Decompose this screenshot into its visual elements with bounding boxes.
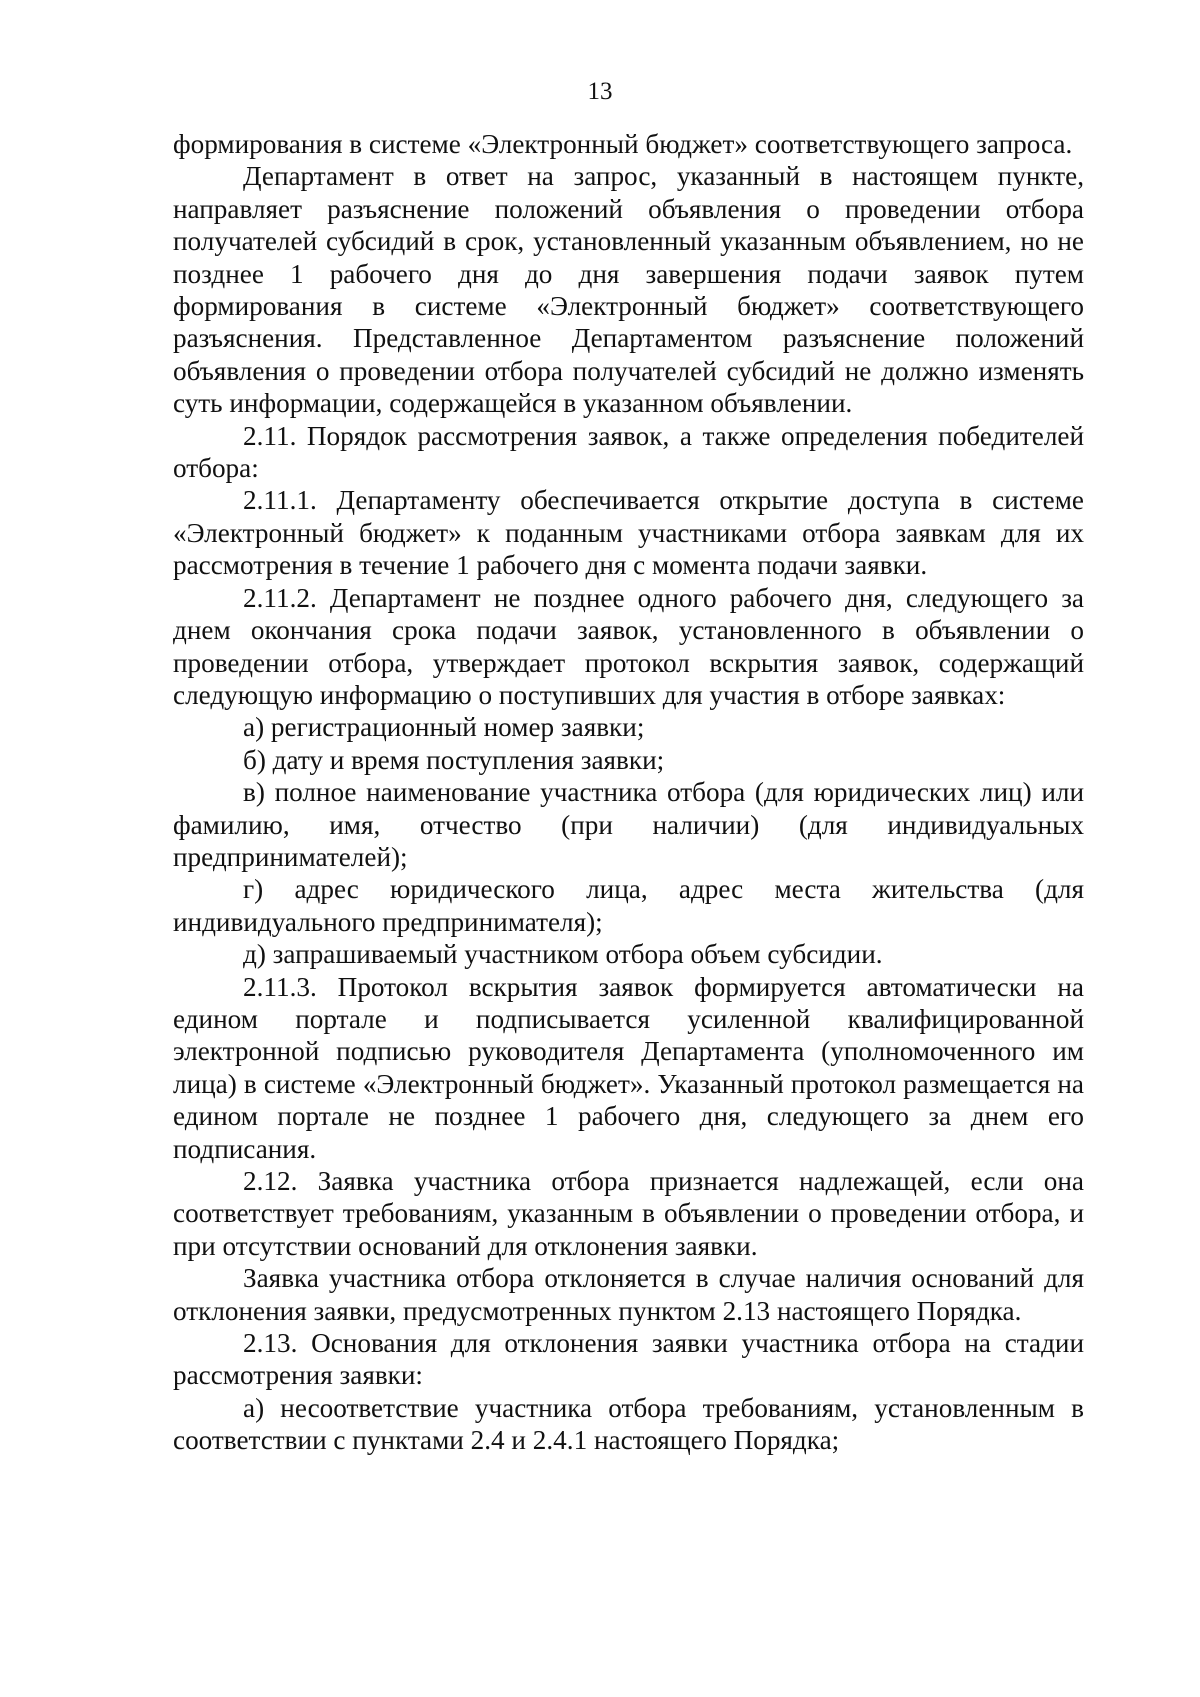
section-heading: 2.11. Порядок рассмотрения заявок, а также определения победителей отбора:	[173, 420, 1084, 484]
paragraph: 2.12. Заявка участника отбора признается надлежащей, если она соответствует требованиям, указанным в объявлении о проведении отбора, и при отсутствии оснований для отклонения заявки.	[173, 1166, 1084, 1261]
paragraph: 2.11.3. Протокол вскрытия заявок формируется автоматически на едином портале и подписывается усиленной квалифицированной электронной подписью руководителя Департамента (уполномоченного им лица) в системе «Электронный бюджет». Указанный протокол размещается на едином портале не позднее 1 рабочего дня, следующего за днем его подписания.	[173, 971, 1084, 1164]
document-body	[173, 128, 1084, 1457]
page-number: 13	[587, 78, 613, 105]
list-item: д) запрашиваемый участником отбора объем субсидии.	[243, 939, 883, 970]
list-item: б) дату и время поступления заявки;	[243, 744, 665, 775]
paragraph: Заявка участника отбора отклоняется в случае наличия оснований для отклонения заявки, предусмотренных пунктом 2.13 настоящего Порядка.	[173, 1263, 1084, 1326]
paragraph: формирования в системе «Электронный бюджет» соответствующего запроса.	[173, 129, 1073, 159]
list-item: г) адрес юридического лица, адрес места жительства (для индивидуального предпринимателя);	[173, 874, 1084, 937]
list-item: в) полное наименование участника отбора (для юридических лиц) или фамилию, имя, отчество (при наличии) (для индивидуальных предпринимателей);	[173, 777, 1084, 872]
paragraph: Департамент в ответ на запрос, указанный в настоящем пункте, направляет разъяснение положений объявления о проведении отбора получателей субсидий в срок, установленный указанным объявлением, но не позднее 1 рабочего дня до дня завершения подачи заявок путем формирования в системе «Электронный бюджет» соответствующего разъяснения. Представленное Департаментом разъяснение положений объявления о проведении отбора получателей субсидий не должно изменять суть информации, содержащейся в указанном объявлении.	[173, 161, 1084, 419]
paragraph: 2.11.2. Департамент не позднее одного рабочего дня, следующего за днем окончания срока подачи заявок, установленного в объявлении о проведении отбора, утверждает протокол вскрытия заявок, содержащий следующую информацию о поступивших для участия в отборе заявках:	[173, 582, 1084, 710]
paragraph: 2.11.1. Департаменту обеспечивается открытие доступа в системе «Электронный бюджет» к поданным участниками отбора заявкам для их рассмотрения в течение 1 рабочего дня с момента подачи заявки.	[173, 485, 1084, 581]
list-item: а) регистрационный номер заявки;	[243, 712, 645, 743]
list-item: а) несоответствие участника отбора требованиям, установленным в соответствии с пунктами 2.4 и 2.4.1 настоящего Порядка;	[173, 1392, 1084, 1456]
paragraph: 2.13. Основания для отклонения заявки участника отбора на стадии рассмотрения заявки:	[173, 1328, 1084, 1391]
